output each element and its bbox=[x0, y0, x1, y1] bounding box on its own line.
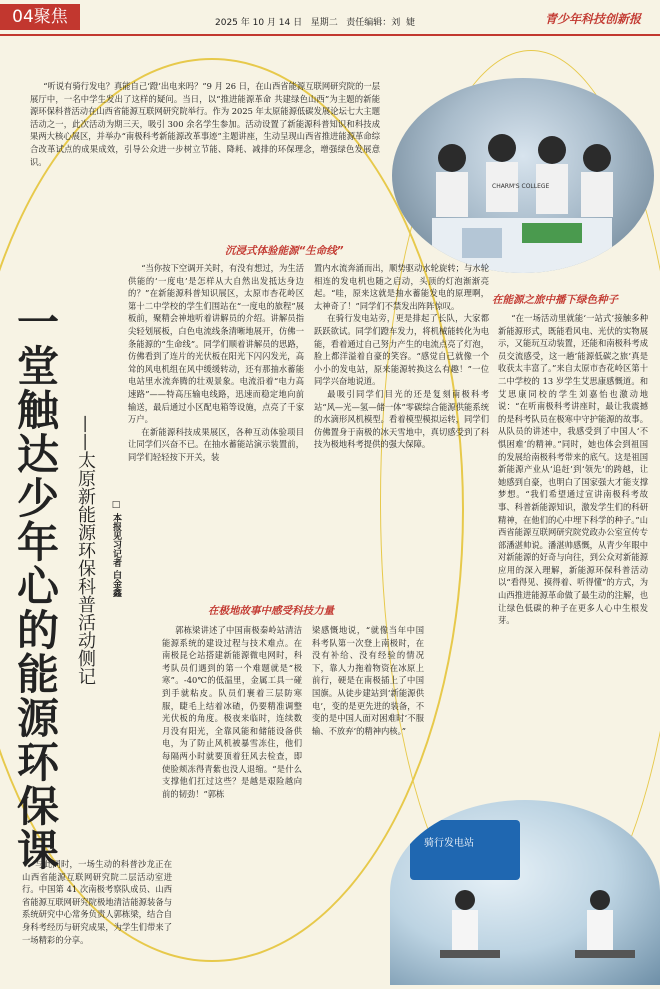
section1-col2: 置内水流奔涌而出，顺势驱动水轮旋转；与水轮相连的发电机也随之启动，头顶的灯泡渐渐亮起。“哇，原来这就是抽水蓄能发电的原理啊，太神奇了！”同学们不禁发出阵阵惊叹。 在骑行发电站旁，更是排起了长队，大家都跃跃欲试。同学们蹬车发力，将机械能转化为电能，看着通过自己努力产生的电流点亮了灯泡，脸上都洋溢着自豪的笑容。“感觉自己就像一个小小的发电站，原来能源转换这么有趣！”一位同学兴奋地说道。 最吸引同学们目光的还是复刻南极科考站“风—光—氢—储一体”零碳综合能源供能系统的水滴形风机模型。看着模型模拟运转，同学们仿佛置身于南极的冰天雪地中，真切感受到了科技为极地科考提供的强大保障。 bbox=[314, 263, 489, 450]
section3-column: “在一场活动里就能‘一站式’接触多种新能源形式，既能看风电、光伏的实物展示，又能玩互动装置，还能和南极科考成员交流感受，这一趟‘能源低碳之旅’真是收获太丰富了。”来自太原市杏花岭区第十二中学校的 13 岁学生艾思康感慨道。和艾思康同校的学生刘嘉怡也激动地说：“在听南极科考讲座时，最让我震撼的是科考队员在极寒中守护能源的故事。从队员的讲述中，我感受到了中国人‘不惧困难’的精神。”同时，她也体会到祖国的发展给南极科考带来的底气。这是祖国新能源产业从‘追赶’到‘领先’的跨越，让她感到自豪，也明白了国家强大才能支撑梦想。“我们希望通过宣讲南极科考故事、科普新能源知识，激发学生们的科研精神，在他们的心中埋下科学的种子。”山西省能源互联网研究院党政办公室宣传专部潘湛帅说。潘湛帅感慨，从青少年眼中对新能源的好奇与向往，到公众对新能源应用的深入理解，新能源环保科普活动以“看得见、摸得着、听得懂”的方式，为山西推进能源革命做了最生动的注解，也让绿色低碳的种子在更多人心中生根发芽。 bbox=[498, 313, 648, 626]
section2-col3: 梁感慨地说，“就像当年中国科考队第一次登上南极时，在没有补给、没有经验的情况下，靠人力拖着物资在冰原上前行，硬是在南极插上了中国国旗。从徒步建站到‘新能源供电’，变的是更先进的装备，不变的是中国人面对困难时‘不服输、不放弃’的精神内核。” bbox=[312, 625, 424, 736]
brand-logo: 青少年科技创新报 bbox=[545, 12, 642, 26]
section-title-1: 沉浸式体验能源“生命线” bbox=[225, 245, 344, 257]
subheadline: ——太原新能源环保科普活动侧记 bbox=[75, 415, 96, 685]
section2-col2: 郭栋梁讲述了中国南极秦岭站清洁能源系统的建设过程与技术难点。在南极昆仑站搭建新能源微电网时，科考队员们遇到的第一个难题就是“极寒”。-40℃的低温里，金属工具一碰到手就粘皮。队员们裹着三层防寒服，睫毛上结着冰碴，仍要精准调整光伏板的角度。极夜来临时，连续数月没有阳光，全靠风能和储能设备供电，为了防止风机被暴雪冻住，他们每隔两小时就要顶着狂风去检查，即使脸颊冻得青紫也没人退缩。“是什么支撑他们扛过这些？是越是艰险越向前的韧劲！”郭栋 bbox=[162, 625, 302, 799]
section-tag: 04聚焦 bbox=[0, 4, 80, 30]
byline: □ 本报见习记者 白金鑫 bbox=[111, 500, 121, 598]
cycling-illustration bbox=[390, 800, 660, 985]
date-line: 2025 年 10 月 14 日 星期二 责任编辑：刘 婕 bbox=[215, 18, 416, 28]
intro-paragraph: “听说有骑行发电？真能自己‘蹬’出电来吗？”9 月 26 日，在山西省能源互联网研究院的一层展厅中，一名中学生发出了这样的疑问。当日，以“推进能源革命 共建绿色山西”为主题的新能源环保科普活动在山西省能源互联网研究院举行。作为 2025 年太原能源低碳发展论坛七大主题活动之一，此次活动为期三天，吸引 300 余名学生参加。活动设置了新能源科普知识和科技成果两大核心展区，并举办“南极科考新能源改革事迹”主题讲座，生动呈现山西省推进能源革命综合改革试点的成果成效，引导公众进一步树立节能、降耗、减排的环保理念，增强绿色发展意识。 bbox=[30, 81, 380, 167]
bottom-photo bbox=[390, 800, 660, 985]
students-illustration bbox=[392, 78, 654, 273]
section-title-3: 在能源之旅中播下绿色种子 bbox=[492, 294, 618, 306]
photo-sign-text: 骑行发电站 bbox=[424, 838, 474, 849]
section1-col1: “当你按下空调开关时，有没有想过，为生活供能的‘一度电’是怎样从大自然出发抵达身边的？”在新能源科普知识展区，太原市杏花岭区第十二中学校的学生们围站在“一度电的旅程”展板前，聚精会神地听着讲解员的介绍。讲解员指尖轻划展板，白色电流线条清晰地展开，仿佛一条能源的“生命线”。同学们顺着讲解员的思路，仿佛看到了连片的光伏板在阳光下闪闪发光，高耸的风电机组在风中缓缓转动，还有那抽水蓄能电站里水流奔腾的壮观景象。电流沿着“电力高速路”——特高压输电线路，迅速而稳定地向前输送，最后通过小区配电箱等设施，点亮了千家万户。 在新能源科技成果展区，各种互动体验项目让同学们兴奋不已。在抽水蓄能站演示装置前，同学们轻轻按下开关，装 bbox=[128, 263, 304, 462]
section2-col1: 与此同时，一场生动的科普沙龙正在山西省能源互联网研究院二层活动室进行。中国第 41 次南极考察队成员、山西省能源互联网研究院极地清洁能源装备与系统研究中心常务负责人郭栋梁，结合自身科考经历与研究成果，为学生们带来了一场精彩的分享。 bbox=[22, 859, 172, 945]
photo-sign-text: CHARM'S COLLEGE bbox=[492, 183, 550, 190]
section-title-2: 在极地故事中感受科技力量 bbox=[208, 605, 334, 617]
top-photo bbox=[392, 78, 654, 273]
headline: 一堂触达少年心的能源环保课 bbox=[11, 300, 60, 872]
